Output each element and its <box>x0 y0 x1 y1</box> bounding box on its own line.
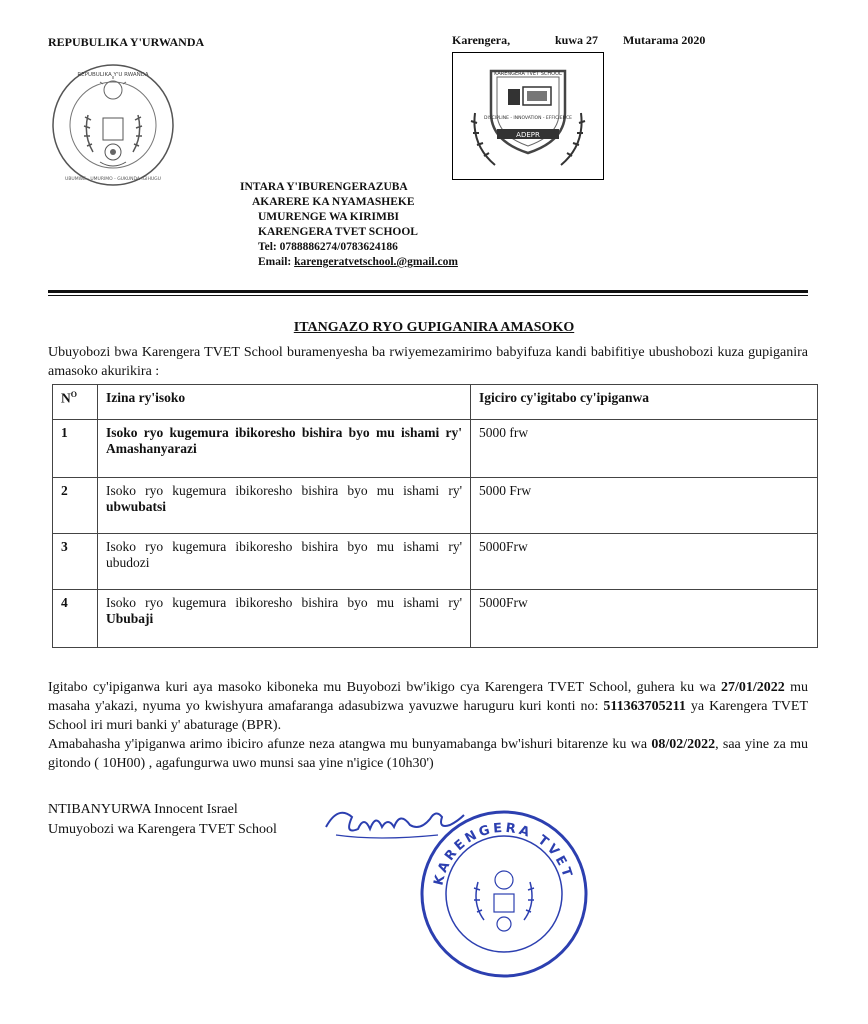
header-no: $N^O$ <box>53 385 98 420</box>
deadline-date: 08/02/2022 <box>651 737 716 752</box>
email-label: Email: <box>258 256 295 268</box>
header-divider-thick <box>48 290 808 293</box>
letter-date-month: Mutarama 2020 <box>623 33 706 47</box>
table-row <box>53 534 818 590</box>
table-row <box>53 590 818 648</box>
intro-paragraph: Ubuyobozi bwa Karengera TVET School buramenyesha ba rwiyemezamirimo babyifuza kandi babifitiye ubushobozi kuza gupiganira amasoko akurikira : <box>48 345 808 379</box>
signatory-role: Umuyobozi wa Karengera TVET School <box>48 822 277 837</box>
letter-date-day: kuwa 27 <box>555 33 599 47</box>
address-district: AKARERE KA NYAMASHEKE <box>252 196 415 208</box>
school-shield-icon <box>453 53 603 179</box>
email-link[interactable]: karengeratvetschool.@gmail.com <box>294 256 458 268</box>
body-paragraph-2: Amabahasha y'ipiganwa arimo ibiciro afunze neza atangwa mu bunyamabanga bw'ishuri bitarenze ku wa 08/02/2022, saa yine za mu gitondo ( 10H00) , agafungurwa uwo munsi saa yine n'igice (10h30') <box>48 737 808 771</box>
open-date: 27/01/2022 <box>721 680 785 695</box>
row-number: 4 <box>53 590 98 648</box>
signatory-name: NTIBANYURWA Innocent Israel <box>48 802 238 817</box>
row-price: 5000Frw <box>471 590 818 648</box>
notice-title: ITANGAZO RYO GUPIGANIRA AMASOKO <box>293 320 575 335</box>
row-number: 3 <box>53 534 98 590</box>
row-number: 1 <box>53 420 98 478</box>
svg-text:KARENGERA TVET SCHOOL: KARENGERA TVET SCHOOL <box>494 71 562 77</box>
svg-text:ADEPR: ADEPR <box>516 131 540 139</box>
row-name: Isoko ryo kugemura ibikoresho bishira byo mu ishami ry' Amashanyarazi <box>98 420 471 478</box>
svg-text:DISCIPLINE - INNOVATION - EFFI: DISCIPLINE - INNOVATION - EFFICIENCE <box>484 116 572 121</box>
header-divider-thin <box>48 295 808 296</box>
row-name: Isoko ryo kugemura ibikoresho bishira byo mu ishami ry' Ububaji <box>98 590 471 648</box>
rwanda-emblem-icon <box>48 60 178 190</box>
svg-text:UBUMWE - UMURIMO - GUKUNDA IGI: UBUMWE - UMURIMO - GUKUNDA IGIHUGU <box>65 177 161 182</box>
table-row <box>53 478 818 534</box>
address-school: KARENGERA TVET SCHOOL <box>258 226 418 238</box>
account-number: 511363705211 <box>603 699 686 714</box>
body-paragraph-1: Igitabo cy'ipiganwa kuri aya masoko kiboneka mu Buyobozi bw'ikigo cya Karengera TVET School, guhera ku wa 27/01/2022 mu masaha y'akazi, nyuma yo kwishyura amafaranga adasubizwa yavuzwe haruguru kuri konti no: 511363705211 ya Karengera TVET School iri muri banki y' abaturage (BPR). <box>48 680 808 733</box>
address-province: INTARA Y'IBURENGERAZUBA <box>240 181 408 193</box>
row-name: Isoko ryo kugemura ibikoresho bishira byo mu ishami ry' ubwubatsi <box>98 478 471 534</box>
school-stamp <box>418 808 590 980</box>
svg-text:REPUBULIKA Y'U RWANDA: REPUBULIKA Y'U RWANDA <box>77 72 149 78</box>
row-name: Isoko ryo kugemura ibikoresho bishira byo mu ishami ry' ubudozi <box>98 534 471 590</box>
table-row <box>53 420 818 478</box>
country-heading: REPUBULIKA Y'URWANDA <box>48 35 205 49</box>
header-price: Igiciro cy'igitabo cy'ipiganwa <box>471 385 818 420</box>
row-price: 5000 frw <box>471 420 818 478</box>
address-tel: Tel: 0788886274/0783624186 <box>258 241 398 253</box>
address-email-line <box>258 255 458 270</box>
tender-table <box>52 384 818 648</box>
row-price: 5000 Frw <box>471 478 818 534</box>
row-price: 5000Frw <box>471 534 818 590</box>
header-name: Izina ry'isoko <box>98 385 471 420</box>
row-number: 2 <box>53 478 98 534</box>
svg-text:KARENGERA TVET: KARENGERA TVET <box>431 820 576 887</box>
school-logo <box>452 52 604 180</box>
letter-place: Karengera, <box>452 33 511 47</box>
address-sector: UMURENGE WA KIRIMBI <box>258 211 399 223</box>
table-header-row <box>53 385 818 420</box>
